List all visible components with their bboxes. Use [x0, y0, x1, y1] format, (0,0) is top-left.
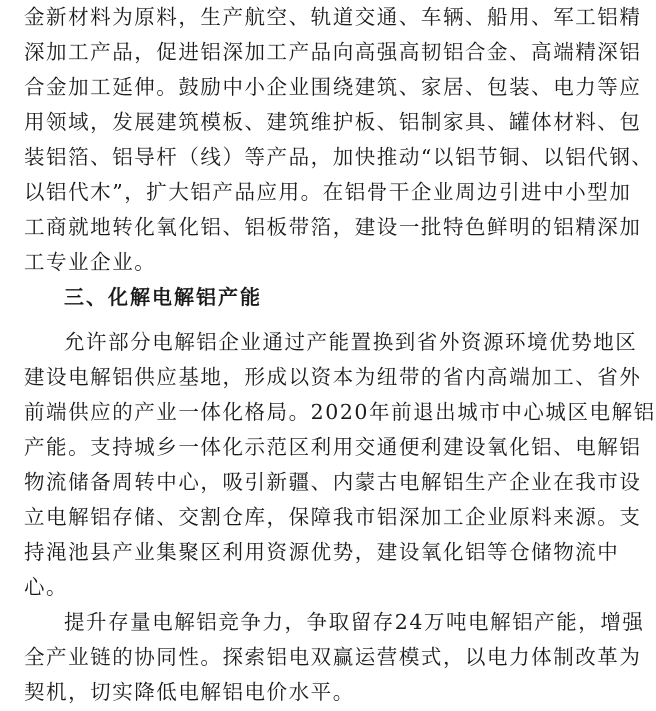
text-line: 允许部分电解铝企业通过产能置换到省外资源环境优势地区: [64, 330, 638, 354]
text-line: 提升存量电解铝竞争力，争取留存24万吨电解铝产能，增强: [64, 610, 645, 634]
text-line: 前端供应的产业一体化格局。2020年前退出城市中心城区电解铝: [24, 400, 656, 424]
text-line: 金新材料为原料，生产航空、轨道交通、车辆、船用、军工铝精: [24, 5, 642, 29]
text-line: 以铝代木”，扩大铝产品应用。在铝骨干企业周边引进中小型加: [24, 180, 632, 204]
text-line: 用领域，发展建筑模板、建筑维护板、铝制家具、罐体材料、包: [24, 110, 642, 134]
text-line: 深加工产品，促进铝深加工产品向高强高韧铝合金、高端精深铝: [24, 40, 642, 64]
text-line: 物流储备周转中心，吸引新疆、内蒙古电解铝生产企业在我市设: [24, 470, 642, 494]
text-line: 建设电解铝供应基地，形成以资本为纽带的省内高端加工、省外: [24, 365, 642, 389]
text-line: 产能。支持城乡一体化示范区利用交通便利建设氧化铝、电解铝: [24, 435, 642, 459]
text-line: 工专业企业。: [24, 250, 157, 274]
text-line: 工商就地转化氧化铝、铝板带箔，建设一批特色鲜明的铝精深加: [24, 215, 642, 239]
text-line: 装铝箔、铝导杆（线）等产品，加快推动“以铝节铜、以铝代钢、: [24, 145, 654, 169]
text-line: 契机，切实降低电解铝电价水平。: [24, 680, 355, 704]
text-line: 全产业链的协同性。探索铝电双赢运营模式，以电力体制改革为: [24, 645, 642, 669]
section-heading: 三、化解电解铝产能: [64, 285, 262, 309]
text-line: 立电解铝存储、交割仓库，保障我市铝深加工企业原料来源。支: [24, 505, 642, 529]
text-line: 心。: [24, 575, 69, 599]
text-line: 持渑池县产业集聚区利用资源优势，建设氧化铝等仓储物流中: [24, 540, 620, 564]
text-line: 合金加工延伸。鼓励中小企业围绕建筑、家居、包装、电力等应: [24, 75, 642, 99]
